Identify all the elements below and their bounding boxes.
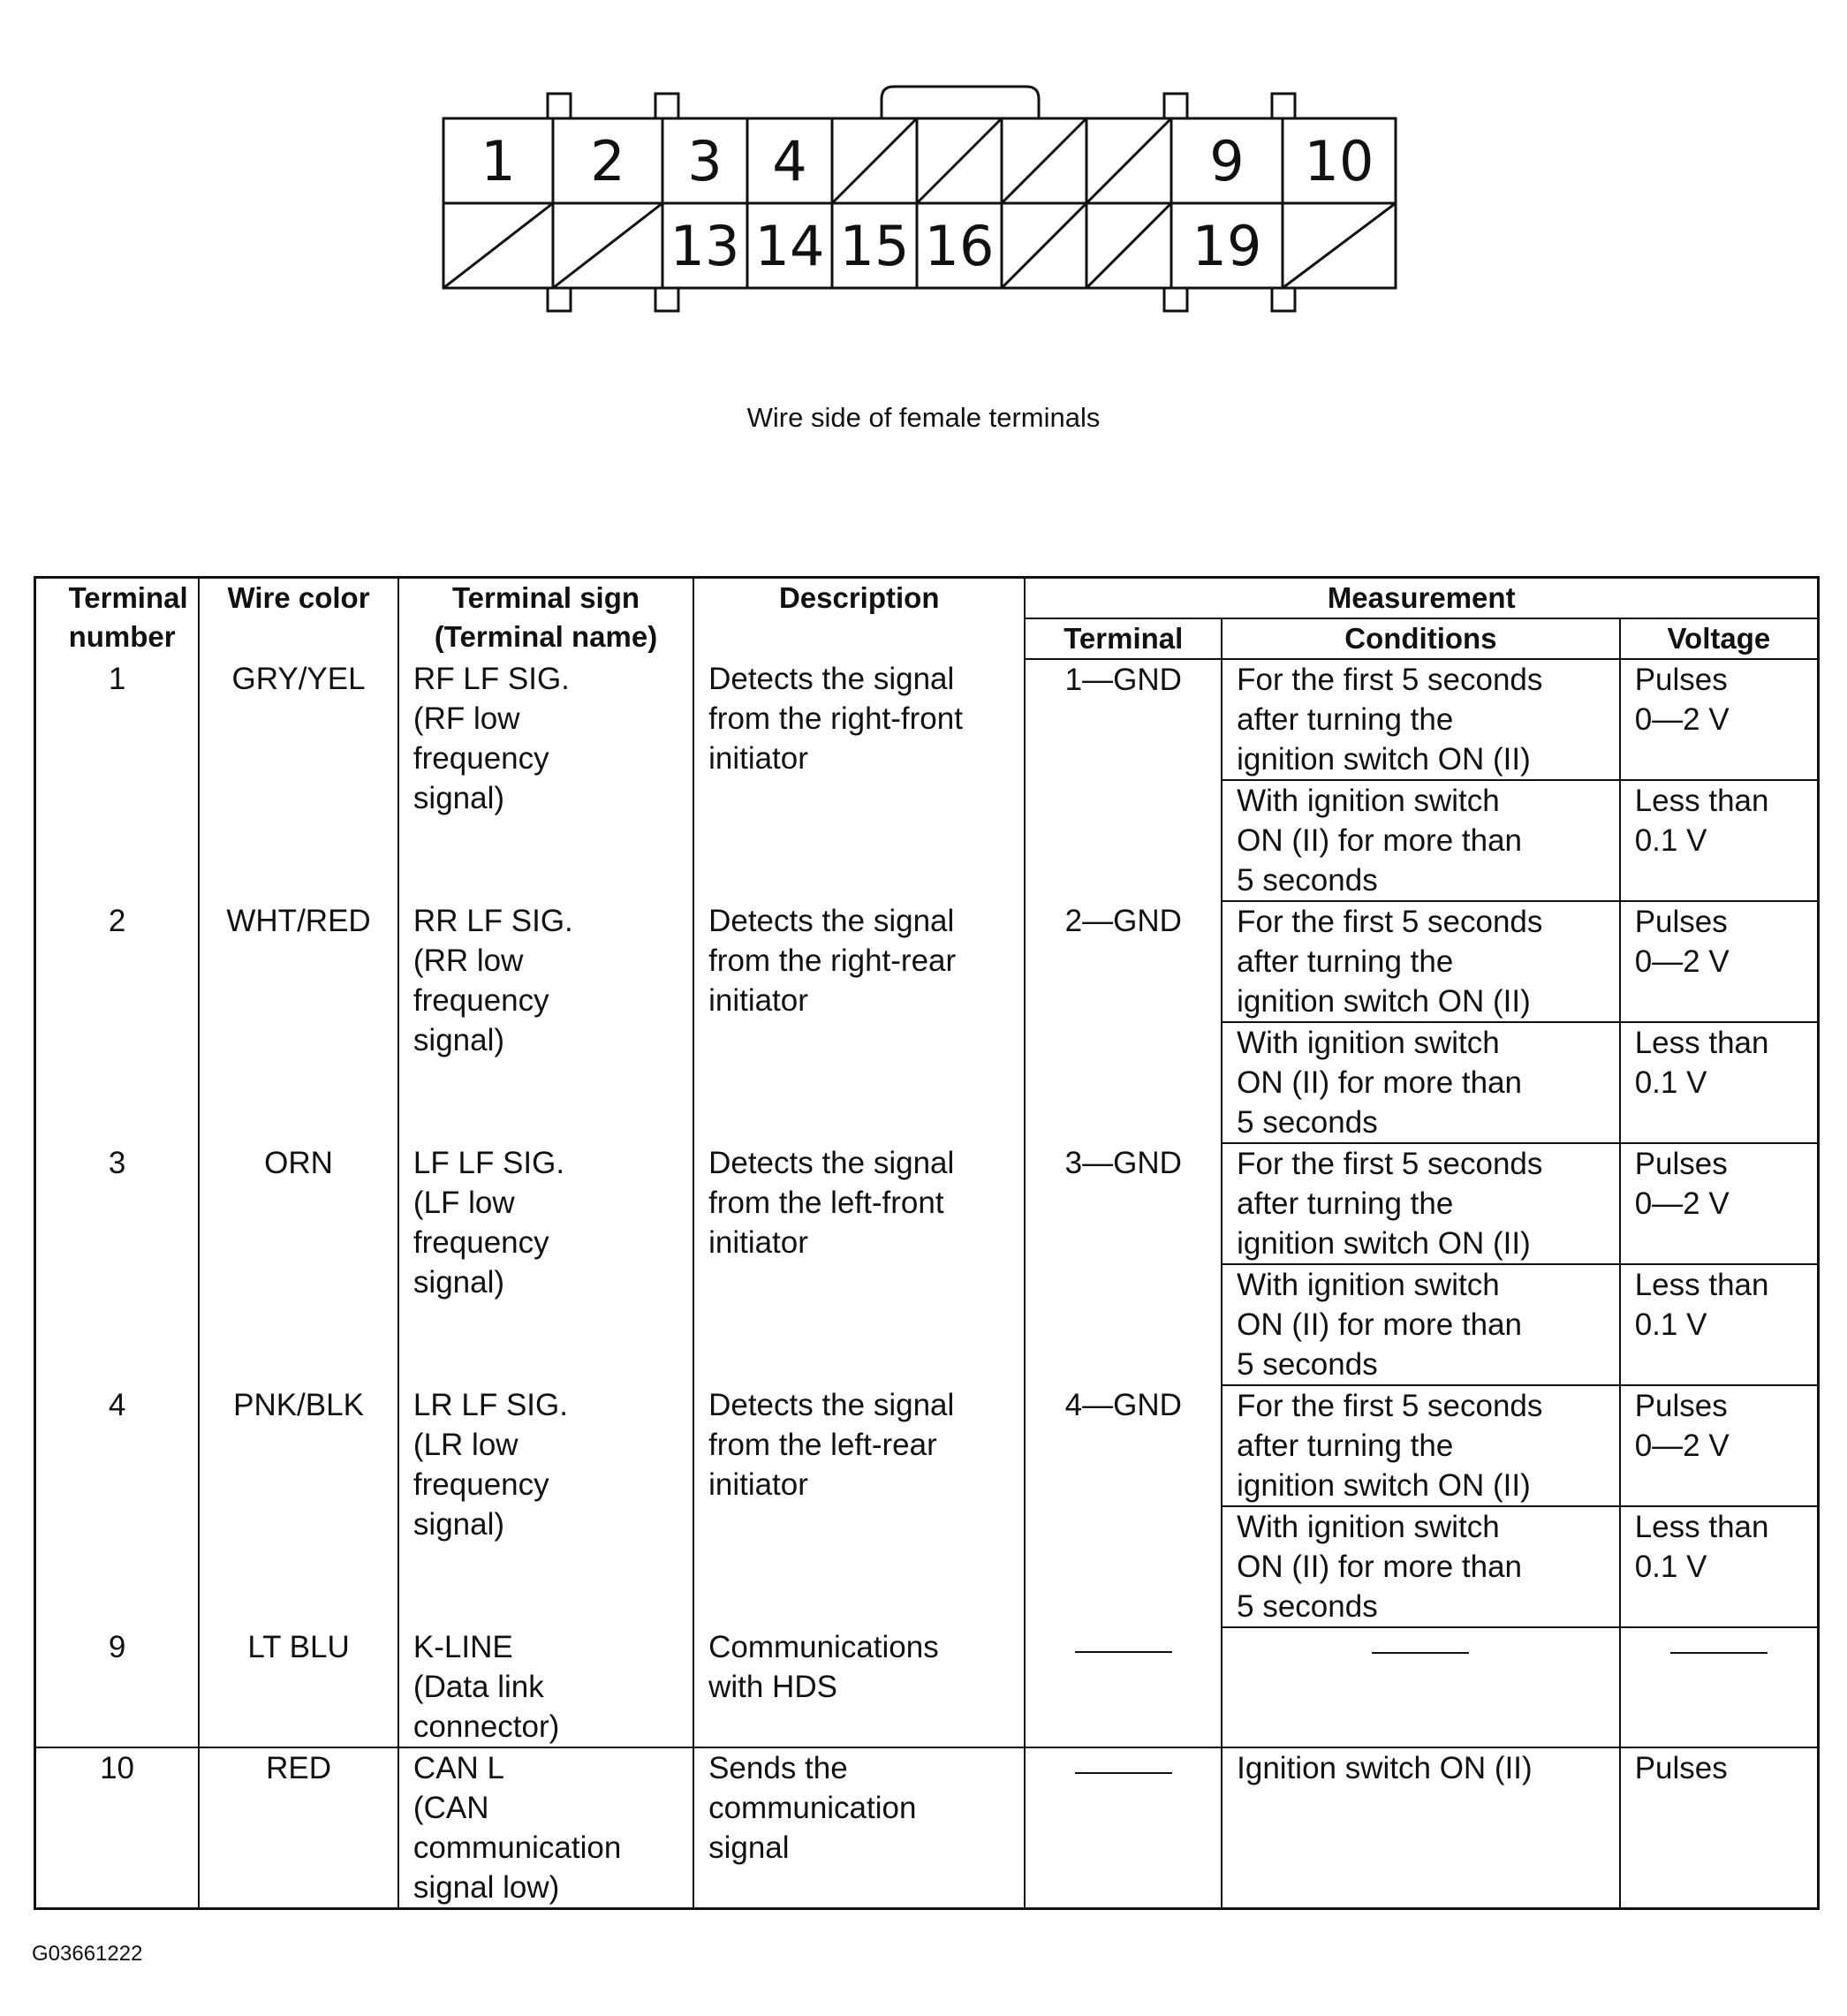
header-terminal-sign: Terminal sign (Terminal name) bbox=[398, 578, 693, 660]
table-row bbox=[35, 1747, 1819, 1909]
terminal-number: 3 bbox=[35, 1143, 200, 1385]
voltage: Pulses 0—2 V bbox=[1620, 901, 1819, 1022]
measure-terminal-none bbox=[1025, 1627, 1222, 1747]
terminal-sign: CAN L (CAN communication signal low) bbox=[398, 1747, 693, 1909]
description: Detects the signal from the left-front initiator bbox=[693, 1143, 1025, 1385]
pin-label: 19 bbox=[1192, 214, 1262, 278]
terminal-sign: K-LINE (Data link connector) bbox=[398, 1627, 693, 1747]
voltage: Less than 0.1 V bbox=[1620, 1264, 1819, 1385]
pin-label: 13 bbox=[670, 214, 740, 278]
terminal-sign: LR LF SIG. (LR low frequency signal) bbox=[398, 1385, 693, 1627]
dash-mark bbox=[1075, 1651, 1172, 1653]
voltage: Pulses 0—2 V bbox=[1620, 1385, 1819, 1506]
connector-caption: Wire side of female terminals bbox=[746, 402, 1101, 433]
header-voltage: Voltage bbox=[1620, 618, 1819, 659]
figure-id: G03661222 bbox=[32, 1942, 143, 1966]
voltage: Pulses 0—2 V bbox=[1620, 1143, 1819, 1264]
dash-mark bbox=[1372, 1652, 1469, 1654]
pin-label: 4 bbox=[772, 129, 807, 193]
pin-label: 15 bbox=[839, 214, 910, 278]
description: Detects the signal from the left-rear initiator bbox=[693, 1385, 1025, 1627]
voltage: Less than 0.1 V bbox=[1620, 1022, 1819, 1143]
terminal-number: 9 bbox=[35, 1627, 200, 1747]
wire-color: RED bbox=[199, 1747, 398, 1909]
table-row bbox=[35, 1143, 1819, 1264]
description: Detects the signal from the right-front initiator bbox=[693, 659, 1025, 901]
pin-label: 14 bbox=[754, 214, 825, 278]
terminal-number: 4 bbox=[35, 1385, 200, 1627]
measure-terminal: 1—GND bbox=[1025, 659, 1222, 901]
pin-label: 10 bbox=[1304, 129, 1374, 193]
condition: For the first 5 seconds after turning the ignition switch ON (II) bbox=[1222, 659, 1620, 780]
condition: With ignition switch ON (II) for more than 5 seconds bbox=[1222, 1264, 1620, 1385]
measure-terminal: 4—GND bbox=[1025, 1385, 1222, 1627]
condition-none bbox=[1222, 1627, 1620, 1747]
voltage-none bbox=[1620, 1627, 1819, 1747]
connector-diagram bbox=[433, 55, 1413, 320]
pin-label: 2 bbox=[590, 129, 625, 193]
condition: For the first 5 seconds after turning the ignition switch ON (II) bbox=[1222, 1385, 1620, 1506]
voltage: Less than 0.1 V bbox=[1620, 780, 1819, 901]
header-measure-terminal: Terminal bbox=[1025, 618, 1222, 659]
wire-color: GRY/YEL bbox=[199, 659, 398, 901]
wire-color: ORN bbox=[199, 1143, 398, 1385]
terminal-sign: RR LF SIG. (RR low frequency signal) bbox=[398, 901, 693, 1143]
description: Detects the signal from the right-rear initiator bbox=[693, 901, 1025, 1143]
pin-label: 1 bbox=[481, 129, 516, 193]
measure-terminal: 3—GND bbox=[1025, 1143, 1222, 1385]
measure-terminal-none bbox=[1025, 1747, 1222, 1909]
terminal-sign: RF LF SIG. (RF low frequency signal) bbox=[398, 659, 693, 901]
pin-label: 3 bbox=[687, 129, 723, 193]
condition: For the first 5 seconds after turning the ignition switch ON (II) bbox=[1222, 1143, 1620, 1264]
condition: With ignition switch ON (II) for more than 5 seconds bbox=[1222, 1506, 1620, 1627]
header-measurement: Measurement bbox=[1025, 578, 1818, 619]
header-conditions: Conditions bbox=[1222, 618, 1620, 659]
terminal-sign: LF LF SIG. (LF low frequency signal) bbox=[398, 1143, 693, 1385]
wire-color: LT BLU bbox=[199, 1627, 398, 1747]
description: Sends the communication signal bbox=[693, 1747, 1025, 1909]
terminal-number: 1 bbox=[35, 659, 200, 901]
pin-label: 16 bbox=[924, 214, 995, 278]
wire-color: WHT/RED bbox=[199, 901, 398, 1143]
pin-label: 9 bbox=[1209, 129, 1245, 193]
table-row bbox=[35, 1627, 1819, 1747]
terminal-number: 2 bbox=[35, 901, 200, 1143]
table-row bbox=[35, 659, 1819, 780]
condition: Ignition switch ON (II) bbox=[1222, 1747, 1620, 1909]
terminal-table bbox=[34, 576, 1820, 1910]
voltage: Less than 0.1 V bbox=[1620, 1506, 1819, 1627]
description: Communications with HDS bbox=[693, 1627, 1025, 1747]
condition: With ignition switch ON (II) for more than 5 seconds bbox=[1222, 780, 1620, 901]
wire-color: PNK/BLK bbox=[199, 1385, 398, 1627]
condition: For the first 5 seconds after turning the ignition switch ON (II) bbox=[1222, 901, 1620, 1022]
header-terminal-number: Terminal number bbox=[35, 578, 200, 660]
measure-terminal: 2—GND bbox=[1025, 901, 1222, 1143]
header-wire-color: Wire color bbox=[199, 578, 398, 660]
table-row bbox=[35, 1385, 1819, 1506]
condition: With ignition switch ON (II) for more than 5 seconds bbox=[1222, 1022, 1620, 1143]
table-row bbox=[35, 901, 1819, 1022]
terminal-number: 10 bbox=[35, 1747, 200, 1909]
header-description: Description bbox=[693, 578, 1025, 660]
dash-mark bbox=[1670, 1652, 1768, 1654]
voltage: Pulses bbox=[1620, 1747, 1819, 1909]
dash-mark bbox=[1075, 1772, 1172, 1774]
voltage: Pulses 0—2 V bbox=[1620, 659, 1819, 780]
